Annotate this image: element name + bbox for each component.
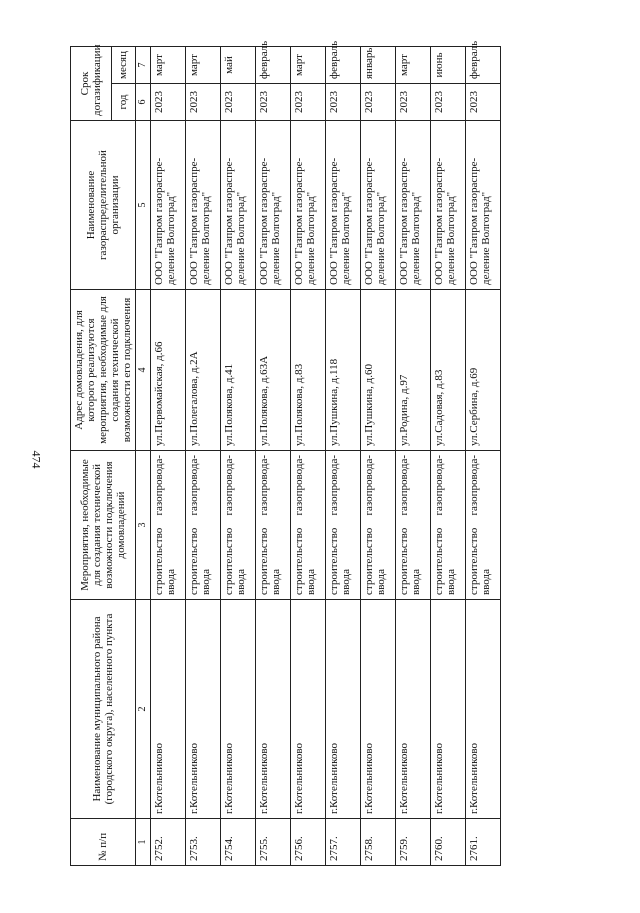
row-org-b: деление Волгоград": [235, 191, 247, 285]
row-month: март: [396, 47, 431, 84]
row-year: 2023: [221, 84, 256, 121]
row-org-b: деление Волгоград": [165, 191, 177, 285]
row-year: 2023: [291, 84, 326, 121]
row-month: март: [291, 47, 326, 84]
header-org: Наименование газораспределительной организации: [71, 121, 136, 290]
row-action-a: строительство: [363, 527, 375, 595]
header-month: месяц: [111, 47, 135, 84]
row-action-a: строительство: [188, 527, 200, 595]
table-row: [186, 47, 221, 866]
table-row: [151, 47, 186, 866]
row-num: 2753.: [186, 819, 221, 866]
row-org: [221, 121, 256, 290]
row-num: 2757.: [326, 819, 361, 866]
row-year: 2023: [151, 84, 186, 121]
row-num: 2755.: [256, 819, 291, 866]
col-number: 7: [136, 47, 151, 84]
row-address: ул.Полякова, д.83: [291, 290, 326, 451]
row-org-b: деление Волгоград": [270, 191, 282, 285]
row-org-b: деление Волгоград": [305, 191, 317, 285]
row-year: 2023: [431, 84, 466, 121]
row-month: май: [221, 47, 256, 84]
row-year: 2023: [396, 84, 431, 121]
row-action-b: газопровода-: [468, 455, 480, 516]
table-row: [431, 47, 466, 866]
row-action-b: газопровода-: [433, 455, 445, 516]
table-row: [221, 47, 256, 866]
row-place: г.Котельниково: [221, 600, 256, 819]
row-address: ул.Пушкина, д.118: [326, 290, 361, 451]
header-deadline: Срок догазификации: [71, 47, 112, 121]
row-org-b: деление Волгоград": [200, 191, 212, 285]
row-year: 2023: [256, 84, 291, 121]
row-org: [291, 121, 326, 290]
row-action-c: ввода: [480, 569, 492, 595]
row-action-b: газопровода-: [223, 455, 235, 516]
row-month: январь: [361, 47, 396, 84]
row-action: [256, 451, 291, 600]
row-month: февраль: [466, 47, 501, 84]
table-row: [396, 47, 431, 866]
header-district: Наименование муниципального района (городского округа), населенного пункта: [71, 600, 136, 819]
row-org-a: ООО "Газпром газораспре-: [188, 157, 200, 285]
row-action-b: газопровода-: [188, 455, 200, 516]
table-row: [361, 47, 396, 866]
row-action-c: ввода: [305, 569, 317, 595]
row-org: [431, 121, 466, 290]
row-org-b: деление Волгоград": [410, 191, 422, 285]
col-number: 3: [136, 451, 151, 600]
row-org: [151, 121, 186, 290]
col-number: 2: [136, 600, 151, 819]
row-action-a: строительство: [293, 527, 305, 595]
row-action: [326, 451, 361, 600]
row-action: [396, 451, 431, 600]
table-row: [326, 47, 361, 866]
row-action-b: газопровода-: [293, 455, 305, 516]
header-year: год: [111, 84, 135, 121]
row-action: [361, 451, 396, 600]
row-address: ул.Полякова, д.41: [221, 290, 256, 451]
row-action-a: строительство: [433, 527, 445, 595]
row-month: февраль: [256, 47, 291, 84]
row-place: г.Котельниково: [466, 600, 501, 819]
row-action-c: ввода: [165, 569, 177, 595]
row-place: г.Котельниково: [361, 600, 396, 819]
row-action-a: строительство: [398, 527, 410, 595]
row-month: февраль: [326, 47, 361, 84]
row-org-a: ООО "Газпром газораспре-: [328, 157, 340, 285]
row-org: [396, 121, 431, 290]
row-address: ул.Первомайская, д.66: [151, 290, 186, 451]
row-action: [186, 451, 221, 600]
row-org-a: ООО "Газпром газораспре-: [293, 157, 305, 285]
row-action: [466, 451, 501, 600]
row-place: г.Котельниково: [431, 600, 466, 819]
col-number: 1: [136, 819, 151, 866]
row-address: ул.Сербина, д.69: [466, 290, 501, 451]
row-address: ул.Полякова, д.63А: [256, 290, 291, 451]
header-address: Адрес домовладения, для которого реализуются мероприятия, необходимые для создания технической возможности его подключения: [71, 290, 136, 451]
row-org-a: ООО "Газпром газораспре-: [153, 157, 165, 285]
row-num: 2756.: [291, 819, 326, 866]
row-year: 2023: [186, 84, 221, 121]
gasification-table: [70, 40, 501, 866]
row-year: 2023: [326, 84, 361, 121]
row-address: ул.Родина, д.97: [396, 290, 431, 451]
row-action-b: газопровода-: [398, 455, 410, 516]
row-org-a: ООО "Газпром газораспре-: [223, 157, 235, 285]
column-number-row: [136, 47, 151, 866]
row-org-a: ООО "Газпром газораспре-: [363, 157, 375, 285]
row-org-b: деление Волгоград": [375, 191, 387, 285]
row-org-a: ООО "Газпром газораспре-: [468, 157, 480, 285]
row-org: [466, 121, 501, 290]
row-org-a: ООО "Газпром газораспре-: [433, 157, 445, 285]
row-org: [186, 121, 221, 290]
row-num: 2760.: [431, 819, 466, 866]
row-num: 2759.: [396, 819, 431, 866]
row-org-b: деление Волгоград": [340, 191, 352, 285]
row-action-a: строительство: [223, 527, 235, 595]
row-num: 2754.: [221, 819, 256, 866]
row-action-c: ввода: [270, 569, 282, 595]
row-month: март: [151, 47, 186, 84]
row-action-c: ввода: [445, 569, 457, 595]
col-number: 5: [136, 121, 151, 290]
row-action-c: ввода: [200, 569, 212, 595]
col-number: 4: [136, 290, 151, 451]
header-measures: Мероприятия, необходимые для создания технической возможности подключения домовладений: [71, 451, 136, 600]
table-row: [466, 47, 501, 866]
row-action: [431, 451, 466, 600]
row-year: 2023: [361, 84, 396, 121]
row-org-b: деление Волгоград": [445, 191, 457, 285]
page-number: 474: [29, 450, 44, 469]
row-action-b: газопровода-: [328, 455, 340, 516]
row-action: [151, 451, 186, 600]
row-year: 2023: [466, 84, 501, 121]
row-place: г.Котельниково: [186, 600, 221, 819]
table-row: [256, 47, 291, 866]
col-number: 6: [136, 84, 151, 121]
row-action-b: газопровода-: [258, 455, 270, 516]
row-org-a: ООО "Газпром газораспре-: [398, 157, 410, 285]
table-body: [151, 40, 501, 866]
row-action-a: строительство: [328, 527, 340, 595]
row-org: [361, 121, 396, 290]
row-action-c: ввода: [340, 569, 352, 595]
row-num: 2761.: [466, 819, 501, 866]
row-action-c: ввода: [375, 569, 387, 595]
header-num: № п/п: [71, 819, 136, 866]
row-action-b: газопровода-: [363, 455, 375, 516]
row-month: март: [186, 47, 221, 84]
row-place: г.Котельниково: [151, 600, 186, 819]
row-action-c: ввода: [235, 569, 247, 595]
row-org: [256, 121, 291, 290]
row-org-b: деление Волгоград": [480, 191, 492, 285]
row-place: г.Котельниково: [291, 600, 326, 819]
row-place: г.Котельниково: [256, 600, 291, 819]
row-action: [291, 451, 326, 600]
row-address: ул.Полегалова, д.2А: [186, 290, 221, 451]
table-row: [291, 47, 326, 866]
row-action: [221, 451, 256, 600]
row-address: ул.Пушкина, д.60: [361, 290, 396, 451]
row-org-a: ООО "Газпром газораспре-: [258, 157, 270, 285]
row-num: 2758.: [361, 819, 396, 866]
row-action-a: строительство: [153, 527, 165, 595]
row-address: ул.Садовая, д.83: [431, 290, 466, 451]
table-header: [71, 44, 151, 866]
row-action-c: ввода: [410, 569, 422, 595]
row-num: 2752.: [151, 819, 186, 866]
row-org: [326, 121, 361, 290]
row-place: г.Котельниково: [326, 600, 361, 819]
row-action-b: газопровода-: [153, 455, 165, 516]
row-action-a: строительство: [468, 527, 480, 595]
row-month: июнь: [431, 47, 466, 84]
header-row-1: [71, 47, 112, 866]
rotated-sheet: [70, 40, 570, 866]
row-place: г.Котельниково: [396, 600, 431, 819]
row-action-a: строительство: [258, 527, 270, 595]
